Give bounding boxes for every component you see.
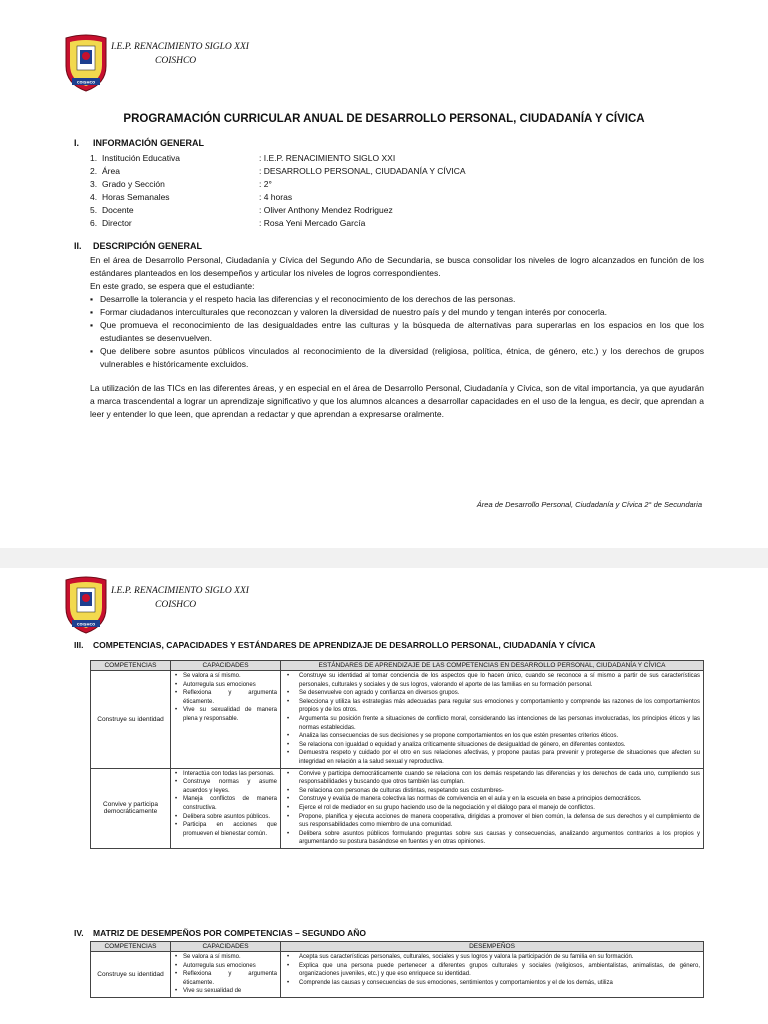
page-footer: Área de Desarrollo Personal, Ciudadanía y Cívica 2° de Secundaria [476,500,702,509]
page-2 [0,568,768,1024]
list-item: • Se valora a sí mismo. [174,672,277,681]
info-row: 2. Área : DESARROLLO PERSONAL, CIUDADANÍA Y CÍVICA [90,166,466,176]
page-title: PROGRAMACIÓN CURRICULAR ANUAL DE DESARROLLO PERSONAL, CIUDADANÍA Y CÍVICA [123,113,645,125]
list-item: • Se relaciona con personas de culturas distintas, respetando sus costumbres- [284,787,700,796]
school-name: I.E.P. RENACIMIENTO SIGLO XXI COISHCO [111,586,249,610]
list-item: ▪ Desarrolle la tolerancia y el respeto hacia las diferencias y el reconocimiento de los derechos de las personas. [90,293,704,306]
standards-cell [281,671,704,769]
competency-cell: Convive y participa democráticamente [91,768,171,848]
list-item: • Ejerce el rol de mediador en su grupo haciendo uso de la negociación y el diálogo para el manejo de conflictos. [284,804,700,813]
performance-matrix-table [90,941,704,998]
section-1-heading: I. INFORMACIÓN GENERAL [74,138,204,148]
list-item: • Acepta sus características personales, culturales, sociales y sus logros y valora la participación de su familia en su formación. [284,953,700,962]
list-item: • Construye normas y asume acuerdos y leyes. [174,778,277,795]
list-item: • Reflexiona y argumenta éticamente. [174,689,277,706]
table-row [91,671,704,769]
list-item: • Argumenta su posición frente a situaciones de conflicto moral, considerando las intenciones de las personas involucradas, los principios éticos y las normas establecidas. [284,715,700,732]
list-item: • Construye y evalúa de manera colectiva las normas de convivencia en el aula y en la escuela en base a principios democráticos. [284,795,700,804]
info-row: 5. Docente : Oliver Anthony Mendez Rodriguez [90,205,393,215]
general-description [90,254,704,371]
list-item: • Se relaciona con igualdad o equidad y analiza críticamente situaciones de desigualdad de género, en diferentes contextos. [284,741,700,750]
list-item: • Selecciona y utiliza las estrategias más adecuadas para regular sus emociones y comportamiento y comprende las razones de los comportamientos propios y de los otros. [284,698,700,715]
page-gap [0,548,768,568]
capacities-cell [171,671,281,769]
table-header-row [91,661,704,671]
list-item: • Participa en acciones que promueven el bienestar común. [174,821,277,838]
list-item: • Construye su identidad al tomar conciencia de los aspectos que lo hacen único, cuando se reconoce a sí mismo a partir de sus características personales, culturales y sociales y de sus logros, valorando el aporte de las familias en su formación personal. [284,672,700,689]
list-item: • Demuestra respeto y cuidado por el otro en sus relaciones afectivas, y propone pautas para prevenir y protegerse de situaciones que afecten su integridad en relación a la salud sexual y reproductiva. [284,749,700,766]
column-header: COMPETENCIAS [91,942,171,952]
list-item: ▪ Que delibere sobre asuntos públicos vinculados al reconocimiento de la diversidad (religiosa, política, étnica, de género, etc.) y los derechos de grupos vulnerables e históricamente excluidos. [90,345,704,371]
list-item: • Delibera sobre asuntos públicos formulando preguntas sobre sus causas y consecuencias, analizando argumentos contrarios a los propios y argumentando su postura basándose en fuentes y en otras opiniones. [284,830,700,847]
capacities-cell [171,952,281,998]
column-header: COMPETENCIAS [91,661,171,671]
table-row [91,768,704,848]
table-row [91,952,704,998]
list-item: • Reflexiona y argumenta éticamente. [174,970,277,987]
tics-paragraph: La utilización de las TICs en las diferentes áreas, y en especial en el área de Desarrollo Personal, Ciudadanía y Cívica, son de vital importancia, ya que ayudarán a marca trascendental a lograr un aprendizaje significativo y que los alumnos alcances a desarrollar capacidades en el uso de la lengua, es decir, que aprendan a leer y entender lo que leen, que aprendan a redactar y que aprendan a expresarse oralmente. [90,383,704,419]
info-row: 1. Institución Educativa : I.E.P. RENACIMIENTO SIGLO XXI [90,153,396,163]
list-item: • Delibera sobre asuntos públicos. [174,813,277,822]
list-item: • Interactúa con todas las personas. [174,770,277,779]
list-item: • Vive su sexualidad de [174,987,277,996]
school-crest-logo [64,34,108,92]
list-item: • Analiza las consecuencias de sus decisiones y se propone comportamientos en los que estén presentes criterios éticos. [284,732,700,741]
list-item: • Se valora a sí mismo. [174,953,277,962]
list-item: • Autorregula sus emociones [174,962,277,971]
list-item: • Comprende las causas y consecuencias de sus emociones, sentimientos y comportamientos y el de los demás, utiliza [284,979,700,988]
info-row: 3. Grado y Sección : 2° [90,179,272,189]
list-item: • Convive y participa democráticamente cuando se relaciona con los demás respetando las diferencias y los derechos de cada uno, cumpliendo sus responsabilidades y buscando que otros también las cumplan. [284,770,700,787]
column-header: DESEMPEÑOS [281,942,704,952]
school-crest-logo [64,576,108,634]
info-row: 4. Horas Semanales : 4 horas [90,192,293,202]
section-4-heading: IV. MATRIZ DE DESEMPEÑOS POR COMPETENCIAS – SEGUNDO AÑO [74,928,366,938]
svg-text:COISHCO: COISHCO [76,80,96,85]
list-item: • Vive su sexualidad de manera plena y responsable. [174,706,277,723]
section-3-heading: III. COMPETENCIAS, CAPACIDADES Y ESTÁNDARES DE APRENDIZAJE DE DESARROLLO PERSONAL, CIUDADANÍA Y CÍVICA [74,640,596,650]
performances-cell [281,952,704,998]
list-item: • Se desenvuelve con agrado y confianza en diversos grupos. [284,689,700,698]
list-item: ▪ Formar ciudadanos interculturales que reconozcan y valoren la diversidad de nuestro país y del mundo y tengan interés por conocerla. [90,306,704,319]
column-header: CAPACIDADES [171,661,281,671]
description-intro: En el área de Desarrollo Personal, Ciudadanía y Cívica del Segundo Año de Secundaria, se busca consolidar los niveles de logro alcanzados en función de los estándares planteados en los desempeños y articular los niveles de logros correspondientes. [90,255,704,278]
table-header-row [91,942,704,952]
column-header: ESTÁNDARES DE APRENDIZAJE DE LAS COMPETENCIAS EN DESARROLLO PERSONAL, CIUDADANÍA Y CÍVICA [281,661,704,671]
svg-text:COISHCO: COISHCO [76,622,96,627]
list-item: ▪ Que promueva el reconocimiento de las desigualdades entre las culturas y la búsqueda de alternativas para superarlas en los espacios en los que los estudiantes se desenvuelven. [90,319,704,345]
standards-cell [281,768,704,848]
column-header: CAPACIDADES [171,942,281,952]
list-item: • Maneja conflictos de manera constructiva. [174,795,277,812]
section-2-heading: II. DESCRIPCIÓN GENERAL [74,241,203,251]
capacities-cell [171,768,281,848]
description-lead: En este grado, se espera que el estudiante: [90,281,255,291]
competency-cell: Construye su identidad [91,671,171,769]
general-info [90,152,466,230]
list-item: • Explica que una persona puede pertenecer a diferentes grupos culturales y sociales (religiosos, ambientalistas, animalistas, de género, organizaciones juveniles, etc.) y que eso enriquece su identidad. [284,962,700,979]
competency-cell: Construye su identidad [91,952,171,998]
school-name: I.E.P. RENACIMIENTO SIGLO XXI COISHCO [111,42,249,66]
info-row: 6. Director : Rosa Yeni Mercado García [90,218,366,228]
list-item: • Propone, planifica y ejecuta acciones de manera cooperativa, dirigidas a promover el bien común, la defensa de sus derechos y el cumplimiento de sus responsabilidades como miembro de una comunidad. [284,813,700,830]
list-item: • Autorregula sus emociones [174,681,277,690]
competencies-table [90,660,704,849]
